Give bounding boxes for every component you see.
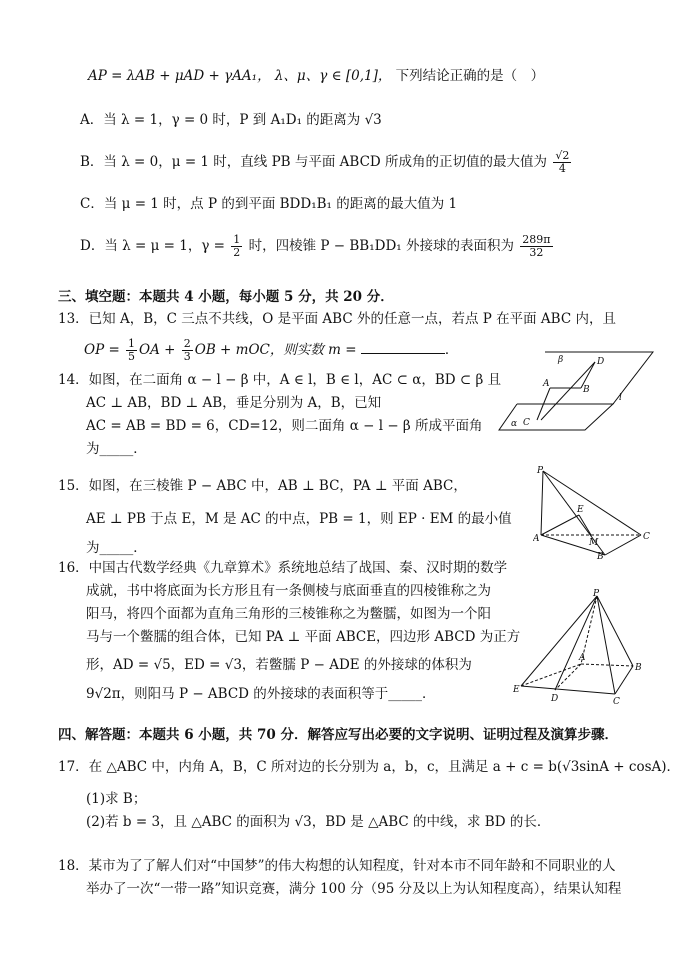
- fraction: $\frac{√2}{4}$: [555, 149, 570, 175]
- q14-line-4: 为_____．: [86, 441, 147, 457]
- label-c: C: [613, 697, 620, 706]
- label-p: P: [593, 589, 600, 599]
- answer-blank: [361, 339, 445, 354]
- q13-line-1: 13．已知 A，B，C 三点不共线，O 是平面 ABC 外的任意一点，若点 P 在平面 ABC 内，且: [58, 311, 616, 327]
- fraction: $\frac{289\pi}{32}$: [522, 233, 551, 259]
- option-label: D．: [80, 238, 105, 254]
- q15-line-2: AE ⊥ PB 于点 E，M 是 AC 的中点，PB = 1，则 EP · EM 的最小值: [86, 511, 512, 527]
- edge-pa: [541, 471, 543, 535]
- q16-line-1: 16．中国古代数学经典《九章算术》系统地总结了战国、秦、汉时期的数学: [58, 560, 508, 576]
- q18-line-1: 18．某市为了了解人们对“中国梦”的伟大构想的认知程度，针对本市不同年龄和不同职业的人: [58, 858, 616, 874]
- q15-pyramid-figure: [533, 463, 653, 559]
- q14-line-3: AC = AB = BD = 6，CD=12，则二面角 α − l − β 所成平面角: [86, 418, 483, 434]
- edge-pc: [543, 471, 641, 535]
- option-text: 当 λ = μ = 1，γ =: [104, 238, 225, 254]
- q12-vector-formula: AP = λAB + μAD + γAA₁，: [88, 68, 271, 84]
- q16-line-2: 成就，书中将底面为长方形且有一条侧棱与底面垂直的四棱锥称之为: [86, 583, 491, 599]
- label-b: B: [597, 552, 604, 559]
- option-label: A．: [80, 112, 104, 128]
- option-text: 当 μ = 1 时，点 P 的到平面 BDD₁B₁ 的距离的最大值为 1: [103, 196, 458, 212]
- segment-ae: [541, 515, 579, 535]
- q17-sub-1: (1)求 B；: [86, 791, 147, 807]
- edge-ab: [581, 664, 633, 666]
- option-label: B．: [80, 154, 104, 170]
- q15-line-3: 为_____．: [86, 540, 147, 556]
- label-b: B: [635, 663, 642, 673]
- edge-pc: [597, 596, 615, 694]
- label-d: D: [597, 357, 605, 367]
- fraction: $\frac{1}{2}$: [233, 233, 241, 259]
- q12-stem-tail: 下列结论正确的是（ ）: [395, 68, 545, 84]
- label-b: B: [583, 385, 590, 395]
- label-p: P: [537, 466, 544, 476]
- q14-line-2: AC ⊥ AB，BD ⊥ AB，垂足分别为 A，B，已知: [86, 395, 382, 411]
- label-e: E: [577, 505, 584, 515]
- edge-ad: [555, 664, 581, 690]
- edge-cb: [615, 666, 633, 694]
- q12-option-a: [80, 110, 382, 130]
- plane-beta: [517, 352, 653, 404]
- q16-line-3: 阳马，将四个面都为直角三角形的三棱锥称之为鳖臑，如图为一个阳: [86, 606, 491, 622]
- fraction: $\frac{2}{3}$: [183, 337, 191, 363]
- label-l: l: [619, 393, 622, 403]
- label-beta: β: [558, 355, 564, 365]
- q12-option-d: [80, 234, 555, 259]
- fraction: $\frac{1}{5}$: [128, 337, 136, 363]
- label-a: A: [543, 379, 550, 389]
- label-m: M: [589, 538, 599, 548]
- q14-line-1: 14．如图，在二面角 α − l − β 中，A ∈ l，B ∈ l，AC ⊂ α，BD ⊂ β 且: [58, 372, 502, 388]
- q16-line-5: 形，AD = √5，ED = √3，若鳖臑 P − ADE 的外接球的体积为: [86, 657, 472, 673]
- q16-line-4: 马与一个鳖臑的组合体，已知 PA ⊥ 平面 ABCE，四边形 ABCD 为正方: [86, 629, 521, 645]
- edge-bc: [605, 535, 641, 555]
- q16-yangma-figure: [513, 588, 653, 706]
- q14-dihedral-figure: [495, 348, 655, 434]
- edge-pd: [555, 596, 597, 690]
- q18-line-2: 举办了一次“一带一路”知识竞赛，满分 100 分（95 分及以上为认知程度高），结果认知程: [86, 881, 622, 897]
- q17-line-1: 17．在 △ABC 中，内角 A，B，C 所对边的长分别为 a，b，c，且满足 a + c = b(√3sinA + cosA)．: [58, 759, 681, 775]
- q15-line-1: 15．如图，在三棱锥 P − ABC 中，AB ⊥ BC，PA ⊥ 平面 ABC，: [58, 478, 467, 494]
- label-c: C: [643, 532, 650, 542]
- q17-sub-2: (2)若 b = 3，且 △ABC 的面积为 √3，BD 是 △ABC 的中线，求 BD 的长．: [86, 814, 551, 830]
- label-a: A: [579, 653, 586, 663]
- segment-em: [579, 515, 591, 535]
- label-alpha: α: [511, 419, 518, 429]
- q12-option-b: [80, 150, 573, 175]
- edge-pb: [597, 596, 633, 666]
- label-c: C: [523, 418, 530, 428]
- q12-parameters: λ、μ、γ ∈ [0,1]，: [274, 68, 392, 84]
- label-d: D: [551, 694, 559, 704]
- edge-ec: [521, 686, 615, 694]
- option-text: 当 λ = 1，γ = 0 时，P 到 A₁D₁ 的距离为 √3: [103, 112, 382, 128]
- label-e: E: [513, 685, 520, 695]
- q13-line-2: OP = $\frac{1}{5}$ OA + $\frac{2}{3}$ OB + mOC，则实数 m = ．: [84, 337, 459, 363]
- q12-formula-line: [88, 66, 544, 86]
- q16-line-6: 9√2π，则阳马 P − ABCD 的外接球的表面积等于_____．: [86, 686, 436, 702]
- section-title-solutions: 四、解答题：本题共 6 小题，共 70 分．解答应写出必要的文字说明、证明过程及演算步骤．: [58, 727, 618, 743]
- label-a: A: [533, 534, 540, 544]
- q12-option-c: [80, 194, 457, 214]
- option-text: 时，四棱锥 P − BB₁DD₁ 外接球的表面积为: [248, 238, 514, 254]
- option-label: C．: [80, 196, 104, 212]
- option-text: 当 λ = 0，μ = 1 时，直线 PB 与平面 ABCD 所成角的正切值的最大值为: [103, 154, 548, 170]
- section-title-fill-in: 三、填空题：本题共 4 小题，每小题 5 分，共 20 分．: [58, 289, 394, 305]
